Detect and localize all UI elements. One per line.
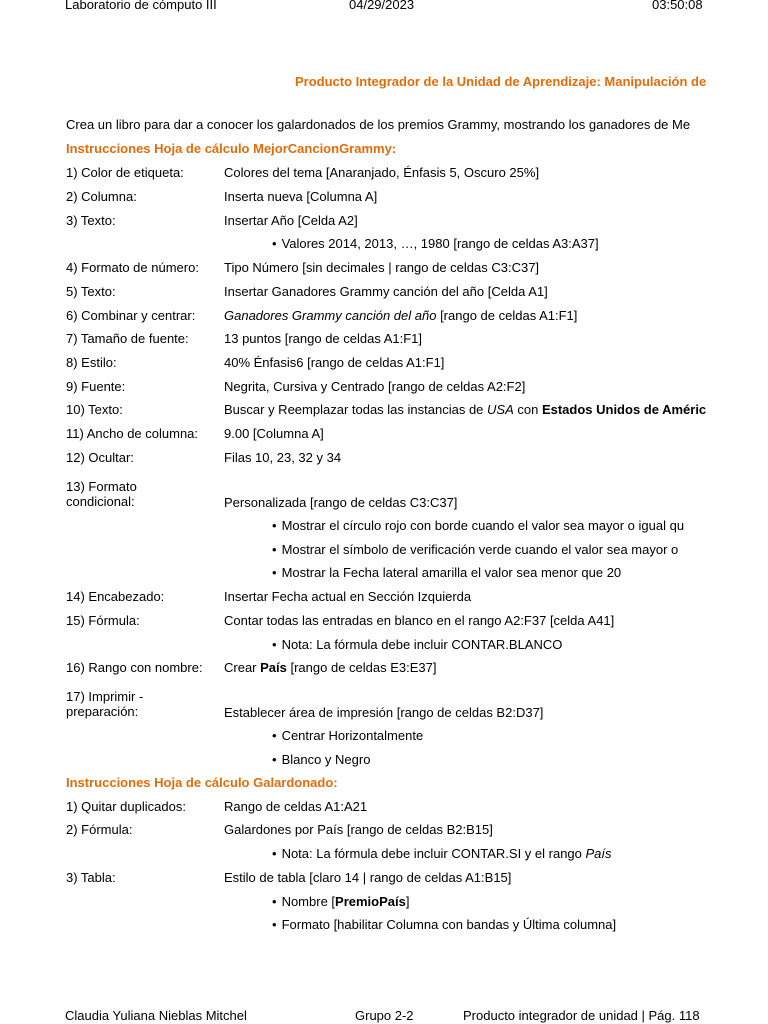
bullet-dot: • <box>272 518 277 533</box>
footer-group: Grupo 2-2 <box>355 1008 414 1023</box>
footer-author: Claudia Yuliana Nieblas Mitchel <box>65 1008 247 1023</box>
row-label-multiline <box>66 479 222 509</box>
value-rest: [rango de celdas E3:E37] <box>286 660 437 675</box>
bullet-dot: • <box>272 917 277 932</box>
row-value: Personalizada [rango de celdas C3:C37] <box>224 495 458 510</box>
footer-page: Producto integrador de unidad | Pág. 118 <box>463 1008 700 1023</box>
row-value: Filas 10, 23, 32 y 34 <box>224 450 342 465</box>
bullet-dot: • <box>272 542 277 557</box>
value-bold: Estados Unidos de Améric <box>541 402 707 417</box>
row-label: 3) Texto: <box>66 213 116 228</box>
bullet-text: Blanco y Negro <box>281 752 371 767</box>
bullet-item <box>272 236 768 251</box>
bullet-item <box>272 728 768 743</box>
bullet-dot: • <box>272 637 277 652</box>
row-label: 10) Texto: <box>66 402 123 417</box>
row-value: Establecer área de impresión [rango de celdas B2:D37] <box>224 705 544 720</box>
bullet-item <box>272 518 768 533</box>
row-value: 40% Énfasis6 [rango de celdas A1:F1] <box>224 355 445 370</box>
row-value <box>224 308 768 323</box>
bullet-text: Mostrar el símbolo de verificación verde cuando el valor sea mayor o <box>281 542 679 557</box>
label-line: preparación: <box>66 704 139 719</box>
row-value: Insertar Fecha actual en Sección Izquierda <box>224 589 472 604</box>
row-label: 11) Ancho de columna: <box>66 426 199 441</box>
bullet-dot: • <box>272 846 277 861</box>
row-label: 5) Texto: <box>66 284 116 299</box>
label-line: 13) Formato <box>66 479 137 494</box>
bullet-dot: • <box>272 894 277 909</box>
bullet-item <box>272 565 768 580</box>
header-time: 03:50:08 <box>652 0 703 12</box>
header-course: Laboratorio de cómputo III <box>65 0 217 12</box>
bullet-item <box>272 917 768 932</box>
value-italic: Ganadores Grammy canción del año <box>224 308 437 323</box>
bullet-text: Nota: La fórmula debe incluir CONTAR.SI y el rango <box>281 846 586 861</box>
bullet-text: Mostrar la Fecha lateral amarilla el valor sea menor que 20 <box>281 565 622 580</box>
bullet-text: Mostrar el círculo rojo con borde cuando el valor sea mayor o igual qu <box>281 518 685 533</box>
row-value: Inserta nueva [Columna A] <box>224 189 378 204</box>
bullet-text: Nombre [ <box>281 894 336 909</box>
bullet-dot: • <box>272 565 277 580</box>
bullet-item <box>272 542 768 557</box>
row-value: Insertar Año [Celda A2] <box>224 213 358 228</box>
bullet-item <box>272 752 768 767</box>
row-value: Galardones por País [rango de celdas B2:B15] <box>224 822 493 837</box>
bullet-dot: • <box>272 752 277 767</box>
bullet-item <box>272 846 768 861</box>
bullet-bold: PremioPaís <box>335 894 406 909</box>
sheet2-heading: Instrucciones Hoja de cálculo Galardonado: <box>66 775 338 790</box>
bullet-text: Nota: La fórmula debe incluir CONTAR.BLANCO <box>281 637 563 652</box>
bullet-text: Formato [habilitar Columna con bandas y Última columna] <box>281 917 617 932</box>
label-line: 17) Imprimir - <box>66 689 144 704</box>
bullet-rest: ] <box>405 894 410 909</box>
bullet-text: Valores 2014, 2013, …, 1980 [rango de celdas A3:A37] <box>281 236 599 251</box>
row-value: Contar todas las entradas en blanco en el rango A2:F37 [celda A41] <box>224 613 615 628</box>
row-value: Rango de celdas A1:A21 <box>224 799 368 814</box>
value-rest: [rango de celdas A1:F1] <box>436 308 578 323</box>
row-value: Tipo Número [sin decimales | rango de celdas C3:C37] <box>224 260 540 275</box>
value-mid: con <box>513 402 542 417</box>
row-label: 1) Color de etiqueta: <box>66 165 184 180</box>
row-label: 1) Quitar duplicados: <box>66 799 186 814</box>
row-value: 9.00 [Columna A] <box>224 426 324 441</box>
row-label: 2) Columna: <box>66 189 137 204</box>
row-value: Colores del tema [Anaranjado, Énfasis 5, Oscuro 25%] <box>224 165 540 180</box>
bullet-item <box>272 894 768 909</box>
header-date: 04/29/2023 <box>349 0 415 12</box>
bullet-italic: País <box>585 846 612 861</box>
row-value <box>224 660 768 675</box>
label-line: condicional: <box>66 494 135 509</box>
row-label: 9) Fuente: <box>66 379 126 394</box>
value-pre: Buscar y Reemplazar todas las instancias de <box>224 402 488 417</box>
intro-text: Crea un libro para dar a conocer los galardonados de los premios Grammy, mostrando los ganadores de Me <box>66 117 691 132</box>
document-title: Producto Integrador de la Unidad de Aprendizaje: Manipulación de <box>295 74 707 89</box>
row-label: 7) Tamaño de fuente: <box>66 331 189 346</box>
row-label: 12) Ocultar: <box>66 450 134 465</box>
row-value: 13 puntos [rango de celdas A1:F1] <box>224 331 423 346</box>
row-value <box>224 402 768 417</box>
row-value: Estilo de tabla [claro 14 | rango de celdas A1:B15] <box>224 870 512 885</box>
row-label: 2) Fórmula: <box>66 822 133 837</box>
row-label: 3) Tabla: <box>66 870 116 885</box>
value-bold: País <box>260 660 287 675</box>
row-label: 6) Combinar y centrar: <box>66 308 196 323</box>
bullet-item <box>272 637 768 652</box>
row-label: 16) Rango con nombre: <box>66 660 203 675</box>
bullet-text: Centrar Horizontalmente <box>281 728 424 743</box>
row-label: 8) Estilo: <box>66 355 117 370</box>
bullet-dot: • <box>272 236 277 251</box>
value-italic: USA <box>487 402 514 417</box>
row-label: 14) Encabezado: <box>66 589 165 604</box>
row-value: Insertar Ganadores Grammy canción del año [Celda A1] <box>224 284 548 299</box>
row-label-multiline <box>66 689 222 719</box>
sheet1-heading: Instrucciones Hoja de cálculo MejorCancionGrammy: <box>66 141 397 156</box>
bullet-dot: • <box>272 728 277 743</box>
row-value: Negrita, Cursiva y Centrado [rango de celdas A2:F2] <box>224 379 526 394</box>
row-label: 15) Fórmula: <box>66 613 140 628</box>
row-label: 4) Formato de número: <box>66 260 199 275</box>
value-pre: Crear <box>224 660 261 675</box>
